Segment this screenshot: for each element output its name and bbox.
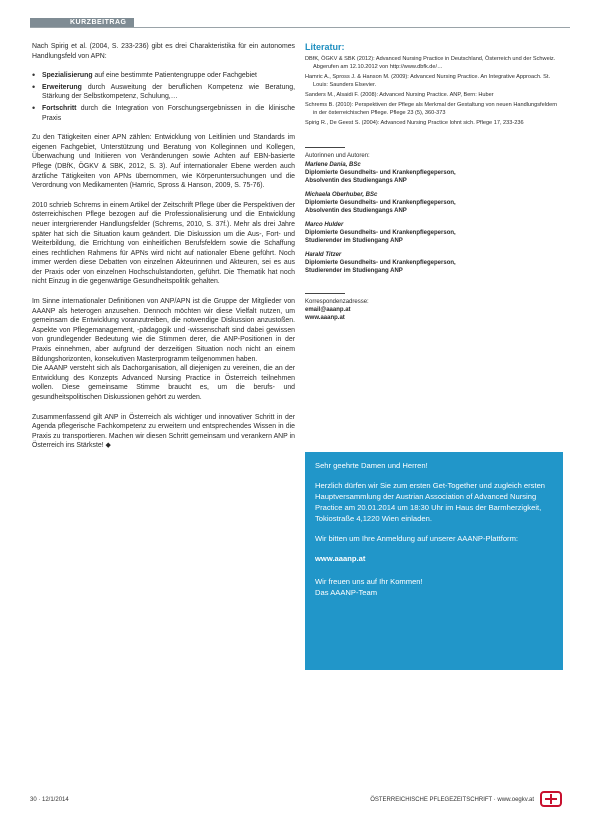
author-description: Diplomierte Gesundheits- und Krankenpflegeperson,: [305, 230, 456, 236]
invitation-body: Herzlich dürfen wir Sie zum ersten Get-Together und zugleich ersten Hauptversammlung der Austrian Association of Advanced Nursing Practice am 20.01.2014 um 18:30 Uhr im Haus der Barmherzigkeit, Tokiostraße 4,1220 Wien einladen.: [315, 481, 546, 523]
literature-item: Spirig R., De Geest S. (2004): Advanced Nursing Practice lohnt sich. Pflege 17, 233-236: [305, 120, 524, 126]
section-label: KURZBEITRAG: [30, 18, 134, 28]
list-item-text: durch Ausweitung der beruflichen Kompetenz wie Beratung, Stärkung der Selbstkompetenz, Schulung,…: [42, 83, 295, 101]
conclusion-paragraph: Zusammenfassend gilt ANP in Österreich als wichtiger und innovativer Schritt in der Agenda pflegerische Fachkompetenz zu erweitern und entsprechendes Wissen in die Praxis zu transportieren. Machen wir diesen Schritt gemeinsam und verankern ANP in Österreich ins Stärkste! ◆: [32, 413, 295, 450]
header-rule: [30, 27, 570, 28]
body-paragraph: Im Sinne internationaler Definitionen von ANP/APN ist die Gruppe der Mitglieder von AAANP als heterogen anzusehen. Dennoch möchten wir diese Vielfalt nutzen, um gemeinsam die Entwicklung voranzutreiben, die notwendige Diskussion anzustoßen. Aspekte von Pflegemanagement, -pädagogik und -wissenschaft sind dabei gewissen von grundlegender Bedeutung wie die Stimmen derer, die ANP-Positionen in der Praxis einnehmen, aber aufgrund der derzeitigen Situation noch nicht an einem Bildungshorizonten, konsekutiven Masterprogramm teilgenommen haben.: [32, 298, 295, 363]
author-description: Diplomierte Gesundheits- und Krankenpflegeperson,: [305, 200, 456, 206]
main-text-column: [32, 42, 295, 461]
list-item-text: durch die Integration von Forschungsergebnissen in die klinische Praxis: [42, 104, 295, 122]
list-item: [32, 104, 295, 123]
correspondence-title: Korrespondenzadresse:: [305, 299, 369, 305]
invitation-signature: Das AAANP-Team: [315, 588, 378, 597]
author-description: Diplomierte Gesundheits- und Krankenpflegeperson,: [305, 170, 456, 176]
author-entry: [305, 161, 563, 185]
author-entry: [305, 191, 563, 215]
authors-title: Autorinnen und Autoren:: [305, 153, 370, 159]
list-item-term: Erweiterung: [42, 83, 82, 91]
journal-name: ÖSTERREICHISCHE PFLEGEZEITSCHRIFT · www.oegkv.at: [370, 797, 534, 803]
correspondence-website[interactable]: www.aaanp.at: [305, 315, 345, 321]
characteristics-list: [32, 71, 295, 123]
page-number: 30 · 12/1/2014: [30, 797, 69, 803]
page-header: [30, 18, 570, 28]
author-name: Harald Titzer: [305, 252, 342, 258]
author-description: Diplomierte Gesundheits- und Krankenpflegeperson,: [305, 260, 456, 266]
body-paragraph: 2010 schrieb Schrems in einem Artikel der Zeitschrift Pflege über die Perspektiven der österreichischen Pflege bezogen auf die Professionalisierung und die Entwicklung neuer intergrierender Handlungsfelder (Schrems, 2010, S. 37f.). Mehr als drei Jahre später hat sich die Situation kaum geändert. Die Diskussion um die Aus-, Fort- und Weiterbildung, die Errichtung von einheitlichen Berufsfeldern sowie die Schaffung eines rechtlichen Rahmens für APNs wird nicht auf nationaler Ebene geführt. Noch immer werden diese Debatten von einzelnen Akteurinnen und Akteuren, sei es aus der Praxis oder von einzelnen Hochschulstandorten, geführt. Die Thematik hat noch nicht Einzug in die gegenwärtige Gesundheitspolitik gehalten.: [32, 201, 295, 286]
authors-divider: [305, 147, 345, 148]
literature-title: Literatur:: [305, 42, 345, 52]
invitation-register: Wir bitten um Ihre Anmeldung auf unserer AAANP-Plattform:: [315, 534, 519, 543]
author-name: Michaela Oberhuber, BSc: [305, 192, 378, 198]
literature-item: Schrems B. (2010): Perspektiven der Pflege als Merkmal der Gestaltung von neuen Handlungsfeldern in der österreichischen Pflege. Pflege 23 (5), 360-373: [305, 102, 558, 116]
sidebar-column: [305, 42, 563, 322]
list-item: [32, 71, 295, 81]
literature-item: Sanders M., Alsaidi F. (2008): Advanced Nursing Practice. ANP, Bern: Huber: [305, 92, 494, 98]
list-item: [32, 83, 295, 102]
body-paragraph: Zu den Tätigkeiten einer APN zählen: Entwicklung von Leitlinien und Standards im eigenen Fachgebiet, Unterstützung und Beratung von Kolleginnen und Kollegen, Überwachung und Initiieren von Veränderungen sowie Achten auf EBN-basierte Pflege (DBfK, ÖGKV & SBK, 2012, S. 3). Auf internationaler Ebene werden auch ärztliche Tätigkeiten von APNs übernommen, wie Körperuntersuchungen und die Verordnung von Medikamenten (Hamric, Spross & Hanson, 2009, S. 75-76).: [32, 134, 295, 190]
correspondence-divider: [305, 293, 345, 294]
author-entry: [305, 251, 563, 275]
literature-item: DBfK, ÖGKV & SBK (2012): Advanced Nursing Practice in Deutschland, Österreich und der Schweiz. Abgerufen am 12.10.2012 von http://www.dbfk.de/…: [305, 56, 556, 70]
author-name: Marco Hulder: [305, 222, 344, 228]
author-entry: [305, 221, 563, 245]
intro-paragraph: Nach Spirig et al. (2004, S. 233-236) gibt es drei Charakteristika für ein autonomes Handlungsfeld von APN:: [32, 43, 295, 60]
list-item-text: auf eine bestimmte Patientengruppe oder Fachgebiet: [92, 72, 257, 80]
invitation-url[interactable]: www.aaanp.at: [315, 554, 366, 563]
body-paragraph: Die AAANP versteht sich als Dachorganisation, all diejenigen zu vereinen, die an der Entwicklung des Konzepts Advanced Nursing Practice in Österreich teilnehmen wollen. Diese gemeinsame Stimme braucht es, um die berufs- und gesundheitspolitischen Diskussionen gehört zu werden.: [32, 365, 295, 401]
cross-logo-icon: [540, 791, 562, 807]
author-description: Studierender im Studiengang ANP: [305, 238, 403, 244]
page-footer: [30, 794, 562, 806]
invitation-closing: [315, 576, 553, 598]
author-description: Studierender im Studiengang ANP: [305, 268, 403, 274]
correspondence-email[interactable]: email@aaanp.at: [305, 307, 351, 313]
literature-item: Hamric A., Spross J. & Hanson M. (2009): Advanced Nursing Practice. An Integrative Approach. St. Louis: Saunders Elsevier.: [305, 74, 550, 88]
author-description: Absolventin des Studiengangs ANP: [305, 208, 407, 214]
invitation-box: [305, 452, 563, 670]
invitation-greeting: Sehr geehrte Damen und Herren!: [315, 461, 428, 470]
invitation-closing-line: Wir freuen uns auf Ihr Kommen!: [315, 577, 423, 586]
author-description: Absolventin des Studiengangs ANP: [305, 178, 407, 184]
list-item-term: Spezialisierung: [42, 72, 93, 80]
list-item-term: Fortschritt: [42, 104, 77, 112]
author-name: Marlene Dania, BSc: [305, 162, 361, 168]
